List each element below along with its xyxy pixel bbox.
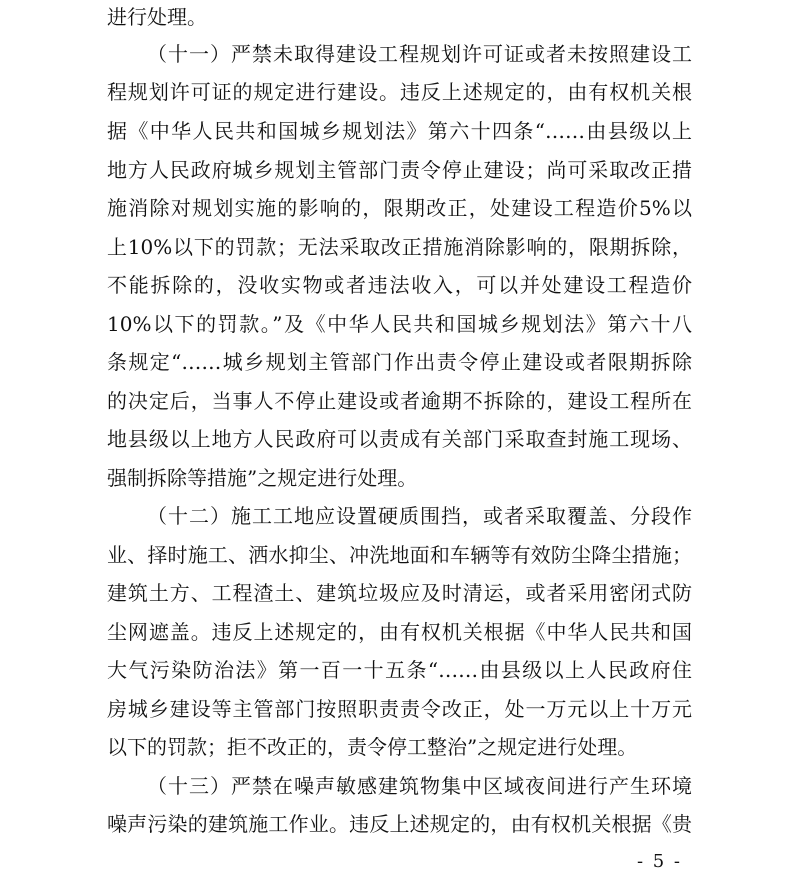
text-line-22: 噪声污染的建筑施工作业。违反上述规定的，由有权机关根据《贵	[107, 812, 692, 836]
text-line-9: 10%以下的罚款。”及《中华人民共和国城乡规划法》第六十八	[107, 312, 692, 336]
text-line-3: 程规划许可证的规定进行建设。违反上述规定的，由有权机关根	[107, 80, 692, 104]
text-line-19: 房城乡建设等主管部门按照职责责令改正，处一万元以上十万元	[107, 697, 692, 721]
text-line-13: 强制拆除等措施”之规定进行处理。	[107, 466, 418, 490]
text-line-6: 施消除对规划实施的影响的，限期改正，处建设工程造价5%以	[107, 196, 692, 220]
text-line-12: 地县级以上地方人民政府可以责成有关部门采取查封施工现场、	[107, 427, 692, 451]
text-line-21: （十三）严禁在噪声敏感建筑物集中区域夜间进行产生环境	[147, 774, 692, 798]
text-line-1: 进行处理。	[107, 5, 207, 29]
text-line-11: 的决定后，当事人不停止建设或者逾期不拆除的，建设工程所在	[107, 389, 692, 413]
text-line-15: 业、择时施工、洒水抑尘、冲洗地面和车辆等有效防尘降尘措施；	[107, 543, 692, 567]
text-line-8: 不能拆除的，没收实物或者违法收入，可以并处建设工程造价	[107, 273, 692, 297]
text-line-16: 建筑土方、工程渣土、建筑垃圾应及时清运，或者采用密闭式防	[107, 581, 692, 605]
text-line-5: 地方人民政府城乡规划主管部门责令停止建设；尚可采取改正措	[107, 158, 692, 182]
text-line-2: （十一）严禁未取得建设工程规划许可证或者未按照建设工	[147, 42, 692, 66]
text-line-10: 条规定“……城乡规划主管部门作出责令停止建设或者限期拆除	[107, 350, 692, 374]
text-line-7: 上10%以下的罚款；无法采取改正措施消除影响的，限期拆除，	[107, 235, 692, 259]
page-number: - 5 -	[636, 851, 682, 872]
text-line-14: （十二）施工工地应设置硬质围挡，或者采取覆盖、分段作	[147, 504, 692, 528]
text-line-20: 以下的罚款；拒不改正的，责令停工整治”之规定进行处理。	[107, 735, 638, 759]
text-line-18: 大气污染防治法》第一百一十五条“……由县级以上人民政府住	[107, 658, 692, 682]
text-line-4: 据《中华人民共和国城乡规划法》第六十四条“……由县级以上	[107, 119, 692, 143]
text-line-17: 尘网遮盖。违反上述规定的，由有权机关根据《中华人民共和国	[107, 620, 692, 644]
